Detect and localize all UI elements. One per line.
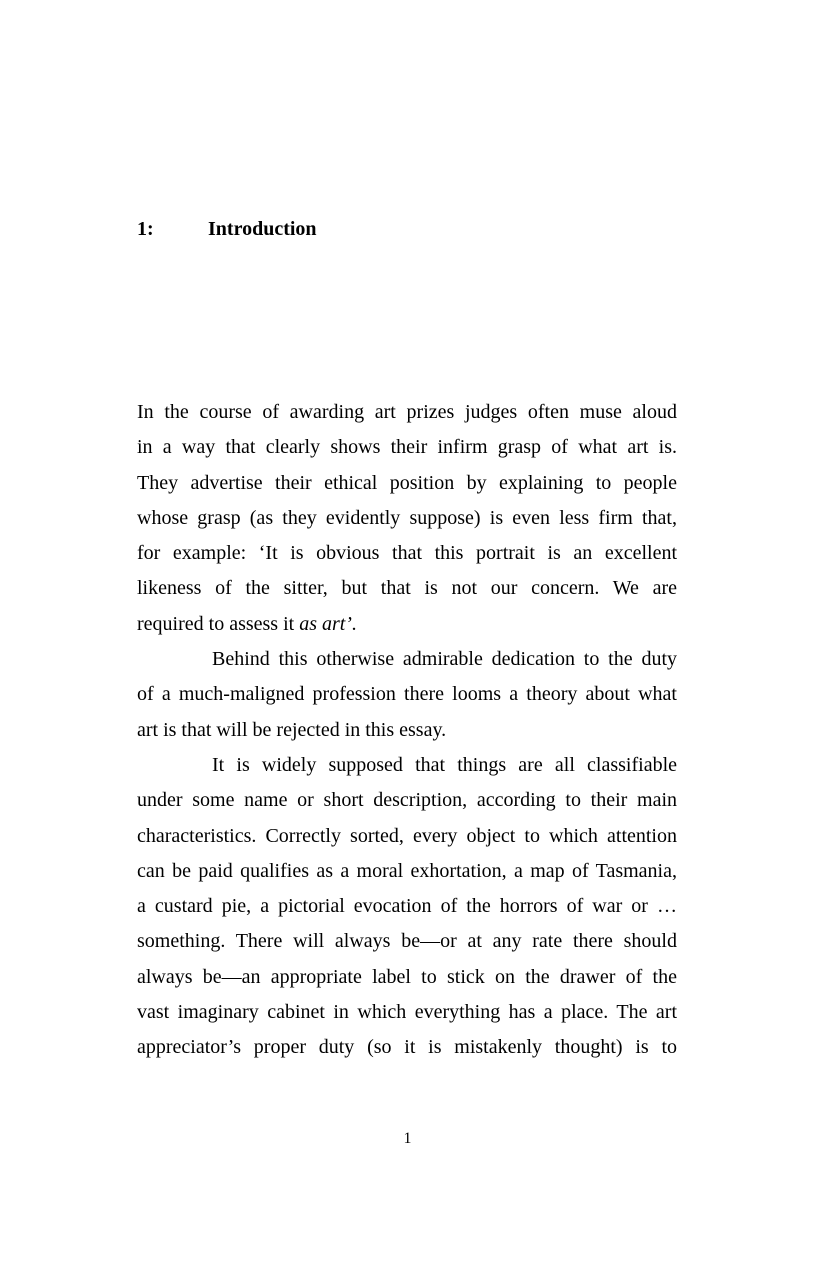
paragraph-2 [137, 642, 677, 748]
body-text [137, 395, 677, 1066]
chapter-number: 1: [137, 218, 154, 240]
text-line: something. There will always be—or at any rate there should [137, 930, 677, 953]
paragraph-3 [137, 748, 677, 1066]
chapter-title: Introduction [208, 218, 317, 240]
text-line: In the course of awarding art prizes judges often muse aloud [137, 401, 677, 423]
text-line: always be—an appropriate label to stick on the drawer of the [137, 965, 677, 988]
text-line: They advertise their ethical position by explaining to people [137, 471, 677, 494]
text-line: whose grasp (as they evidently suppose) is even less firm that, [137, 506, 677, 529]
text-line: for example: ‘It is obvious that this portrait is an excellent [137, 542, 677, 565]
text-line: can be paid qualifies as a moral exhortation, a map of Tasmania, [137, 859, 677, 882]
text-line: appreciator’s proper duty (so it is mistakenly thought) is to [137, 1036, 677, 1059]
text-line: vast imaginary cabinet in which everything has a place. The art [137, 1001, 677, 1024]
text-line: in a way that clearly shows their infirm grasp of what art is. [137, 436, 677, 459]
text-line: of a much-maligned profession there looms a theory about what [137, 683, 677, 706]
chapter-heading [137, 216, 317, 242]
text-line: characteristics. Correctly sorted, every object to which attention [137, 824, 677, 847]
italic-phrase: as art’. [299, 612, 357, 635]
text-line: Behind this otherwise admirable dedication to the duty [212, 648, 677, 671]
text-line [137, 607, 677, 642]
text-line: under some name or short description, according to their main [137, 789, 677, 812]
paragraph-1 [137, 395, 677, 642]
text-line: art is that will be rejected in this essay. [137, 718, 447, 741]
text-line-prefix: required to assess it [137, 612, 300, 635]
page-number: 1 [403, 1130, 412, 1147]
text-line: a custard pie, a pictorial evocation of the horrors of war or … [137, 895, 677, 918]
text-line: likeness of the sitter, but that is not our concern. We are [137, 577, 677, 600]
text-line: It is widely supposed that things are all classifiable [212, 753, 677, 776]
